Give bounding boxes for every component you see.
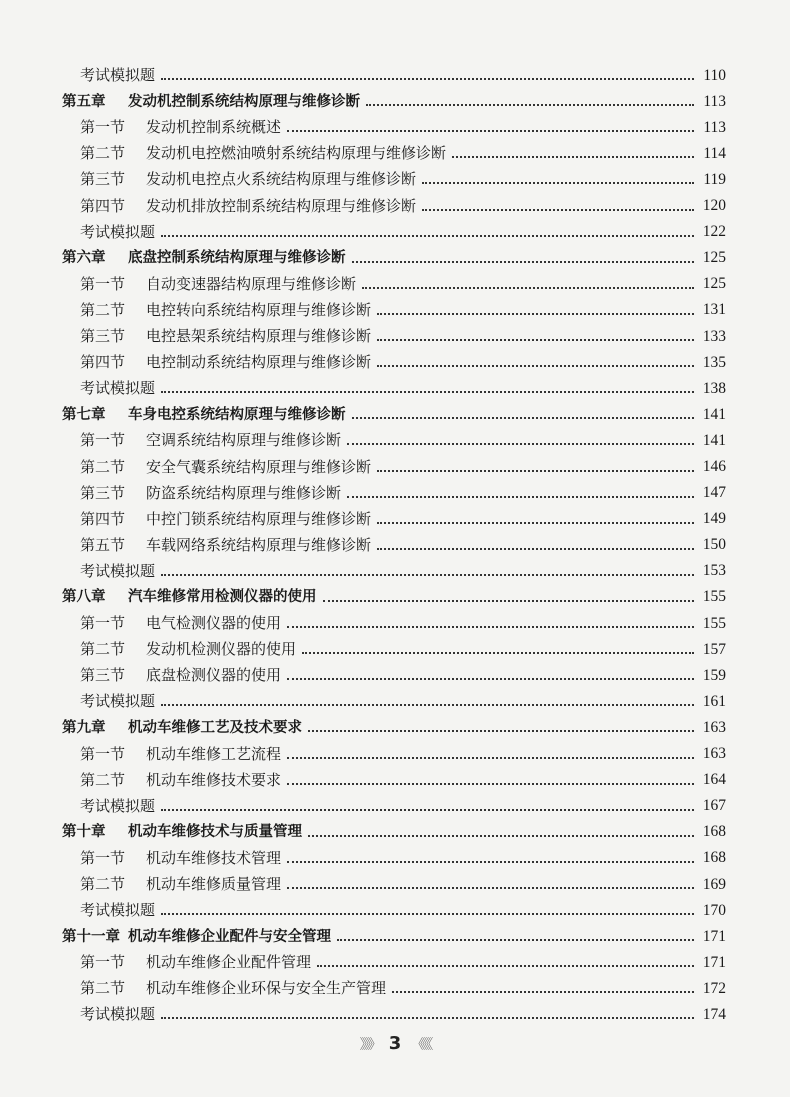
section-number: 第五节: [80, 535, 126, 554]
entry-title: 考试模拟题: [80, 379, 156, 398]
dot-leader: [161, 574, 694, 576]
entry-title: 机动车维修企业配件管理: [146, 953, 312, 972]
entry-title: 电气检测仪器的使用: [146, 614, 282, 633]
dot-leader: [161, 78, 694, 80]
entry-title: 考试模拟题: [80, 692, 156, 711]
section-number: 第一节: [80, 744, 126, 763]
entry-title: 机动车维修企业配件与安全管理: [128, 928, 331, 945]
dot-leader: [347, 443, 694, 445]
page-reference: 171: [702, 927, 726, 945]
section-number: 第三节: [80, 483, 126, 502]
toc-section-entry[interactable]: [62, 631, 726, 657]
dot-leader: [287, 861, 694, 863]
dot-leader: [452, 156, 694, 158]
toc-exam-entry[interactable]: [62, 370, 726, 396]
dot-leader: [377, 522, 694, 524]
dot-leader: [287, 678, 694, 680]
entry-title: 发动机检测仪器的使用: [146, 640, 297, 659]
page-reference: 150: [702, 536, 726, 554]
page-reference: 153: [702, 562, 726, 580]
toc-chapter-entry[interactable]: [62, 814, 726, 840]
dot-leader: [161, 913, 694, 915]
entry-title: 电控制动系统结构原理与维修诊断: [146, 353, 372, 372]
entry-title: 考试模拟题: [80, 66, 156, 85]
page-reference: 168: [702, 849, 726, 867]
section-number: 第一节: [80, 614, 126, 633]
entry-title: 机动车维修质量管理: [146, 875, 282, 893]
page-reference: 163: [702, 745, 726, 763]
page-reference: 163: [702, 718, 726, 736]
section-number: 第四节: [80, 509, 126, 528]
chapter-number: 第十一章: [62, 928, 120, 945]
dot-leader: [287, 626, 694, 628]
page-reference: 169: [702, 875, 726, 893]
toc-chapter-entry[interactable]: [62, 918, 726, 944]
section-number: 第二节: [80, 144, 126, 163]
dot-leader: [366, 104, 694, 106]
toc-section-entry[interactable]: [62, 109, 726, 135]
dot-leader: [287, 757, 694, 759]
entry-title: 底盘控制系统结构原理与维修诊断: [128, 250, 346, 267]
toc-exam-entry[interactable]: [62, 214, 726, 240]
chapter-number: 第十章: [62, 824, 106, 841]
page-reference: 155: [702, 614, 726, 632]
toc-section-entry[interactable]: [62, 266, 726, 292]
toc-section-entry[interactable]: [62, 501, 726, 527]
toc-section-entry[interactable]: [62, 135, 726, 161]
entry-title: 车载网络系统结构原理与维修诊断: [146, 535, 372, 554]
dot-leader: [161, 704, 694, 706]
toc-section-entry[interactable]: [62, 657, 726, 683]
page-reference: 157: [702, 640, 726, 658]
page-reference: 164: [702, 771, 726, 789]
toc-section-entry[interactable]: [62, 527, 726, 553]
toc-exam-entry[interactable]: [62, 683, 726, 709]
section-number: 第二节: [80, 770, 126, 789]
section-number: 第三节: [80, 327, 126, 346]
entry-title: 自动变速器结构原理与维修诊断: [146, 274, 357, 293]
entry-title: 空调系统结构原理与维修诊断: [146, 431, 342, 450]
dot-leader: [323, 600, 695, 602]
toc-section-entry[interactable]: [62, 318, 726, 344]
page-reference: 141: [702, 405, 726, 423]
page-reference: 125: [702, 275, 726, 293]
page-reference: 146: [702, 458, 726, 475]
entry-title: 发动机排放控制系统结构原理与维修诊断: [146, 196, 417, 215]
entry-title: 中控门锁系统结构原理与维修诊断: [146, 509, 372, 528]
page-reference: 170: [702, 901, 726, 919]
page-reference: 110: [703, 66, 726, 84]
entry-title: 车身电控系统结构原理与维修诊断: [128, 406, 346, 423]
page-reference: 125: [702, 249, 726, 267]
entry-title: 发动机控制系统概述: [146, 118, 282, 137]
toc-section-entry[interactable]: [62, 605, 726, 631]
section-number: 第二节: [80, 875, 126, 893]
page-reference: 161: [702, 692, 726, 710]
section-number: 第四节: [80, 196, 126, 215]
right-chevrons-decoration: 《《《: [411, 1036, 431, 1053]
entry-title: 安全气囊系统结构原理与维修诊断: [146, 457, 372, 476]
page-reference: 135: [702, 353, 726, 371]
toc-exam-entry[interactable]: [62, 57, 726, 83]
dot-leader: [352, 417, 695, 419]
dot-leader: [377, 365, 694, 367]
page-reference: 138: [702, 379, 726, 397]
dot-leader: [422, 209, 694, 211]
toc-chapter-entry[interactable]: [62, 83, 726, 109]
entry-title: 考试模拟题: [80, 1005, 156, 1024]
toc-section-entry[interactable]: [62, 187, 726, 213]
left-chevrons-decoration: 》》》: [359, 1036, 379, 1053]
page-reference: 120: [702, 197, 726, 215]
entry-title: 考试模拟题: [80, 222, 156, 241]
section-number: 第一节: [80, 274, 126, 293]
toc-chapter-entry[interactable]: [62, 579, 726, 605]
page-reference: 113: [703, 118, 726, 136]
dot-leader: [308, 835, 694, 837]
section-number: 第一节: [80, 431, 126, 450]
dot-leader: [287, 130, 694, 132]
chapter-number: 第五章: [62, 93, 106, 110]
toc-section-entry[interactable]: [62, 475, 726, 501]
dot-leader: [377, 313, 694, 315]
toc-exam-entry[interactable]: [62, 892, 726, 918]
chapter-number: 第八章: [62, 589, 106, 606]
toc-exam-entry[interactable]: [62, 996, 726, 1022]
entry-title: 机动车维修企业环保与安全生产管理: [146, 979, 387, 998]
section-number: 第三节: [80, 170, 126, 189]
section-number: 第一节: [80, 953, 126, 972]
entry-title: 机动车维修工艺流程: [146, 744, 282, 763]
chapter-number: 第六章: [62, 250, 106, 267]
page-reference: 119: [703, 170, 726, 188]
entry-title: 机动车维修技术要求: [146, 770, 282, 789]
dot-leader: [302, 652, 694, 654]
page-footer: [0, 1033, 790, 1054]
entry-title: 考试模拟题: [80, 901, 156, 920]
entry-title: 防盗系统结构原理与维修诊断: [146, 483, 342, 502]
entry-title: 考试模拟题: [80, 796, 156, 815]
chapter-number: 第七章: [62, 406, 106, 423]
dot-leader: [287, 783, 694, 785]
page-reference: 159: [702, 666, 726, 684]
toc-section-entry[interactable]: [62, 448, 726, 474]
toc-section-entry[interactable]: [62, 422, 726, 448]
page-reference: 141: [702, 431, 726, 449]
page-reference: 171: [702, 953, 726, 971]
dot-leader: [377, 339, 694, 341]
dot-leader: [422, 182, 694, 184]
dot-leader: [308, 730, 694, 732]
dot-leader: [392, 991, 694, 993]
toc-section-entry[interactable]: [62, 840, 726, 866]
dot-leader: [377, 470, 694, 472]
toc-chapter-entry[interactable]: [62, 396, 726, 422]
section-number: 第四节: [80, 353, 126, 372]
page-number: 3: [388, 1033, 402, 1054]
toc-section-entry[interactable]: [62, 970, 726, 996]
chapter-number: 第九章: [62, 719, 106, 736]
toc-section-entry[interactable]: [62, 735, 726, 761]
entry-title: 机动车维修技术管理: [146, 848, 282, 867]
page-reference: 174: [702, 1005, 726, 1023]
toc-section-entry[interactable]: [62, 762, 726, 788]
page-reference: 172: [702, 979, 726, 997]
table-of-contents: [62, 57, 726, 1022]
entry-title: 机动车维修工艺及技术要求: [128, 719, 302, 736]
entry-title: 汽车维修常用检测仪器的使用: [128, 589, 317, 606]
page-reference: 131: [702, 301, 726, 319]
page-reference: 168: [702, 823, 726, 841]
dot-leader: [287, 887, 694, 889]
section-number: 第二节: [80, 457, 126, 476]
page-reference: 113: [703, 92, 726, 110]
toc-chapter-entry[interactable]: [62, 709, 726, 735]
entry-title: 底盘检测仪器的使用: [146, 666, 282, 685]
dot-leader: [352, 261, 695, 263]
toc-chapter-entry[interactable]: [62, 240, 726, 266]
page-reference: 147: [702, 484, 726, 502]
section-number: 第三节: [80, 666, 126, 685]
dot-leader: [377, 548, 694, 550]
dot-leader: [362, 287, 694, 289]
toc-section-entry[interactable]: [62, 292, 726, 318]
dot-leader: [161, 1017, 694, 1019]
page-reference: 122: [702, 223, 726, 241]
page-reference: 149: [702, 510, 726, 528]
toc-section-entry[interactable]: [62, 344, 726, 370]
entry-title: 发动机电控点火系统结构原理与维修诊断: [146, 170, 417, 189]
section-number: 第一节: [80, 848, 126, 867]
toc-section-entry[interactable]: [62, 944, 726, 970]
section-number: 第一节: [80, 118, 126, 137]
section-number: 第二节: [80, 640, 126, 659]
toc-exam-entry[interactable]: [62, 553, 726, 579]
dot-leader: [337, 939, 694, 941]
toc-section-entry[interactable]: [62, 866, 726, 892]
toc-exam-entry[interactable]: [62, 788, 726, 814]
page-reference: 114: [703, 144, 726, 162]
page-reference: 133: [702, 327, 726, 345]
entry-title: 电控悬架系统结构原理与维修诊断: [146, 327, 372, 346]
entry-title: 考试模拟题: [80, 561, 156, 580]
entry-title: 发动机控制系统结构原理与维修诊断: [128, 93, 360, 110]
dot-leader: [347, 496, 694, 498]
dot-leader: [317, 965, 694, 967]
entry-title: 电控转向系统结构原理与维修诊断: [146, 300, 372, 319]
section-number: 第二节: [80, 979, 126, 998]
dot-leader: [161, 391, 694, 393]
dot-leader: [161, 809, 694, 811]
entry-title: 发动机电控燃油喷射系统结构原理与维修诊断: [146, 144, 447, 163]
page-reference: 155: [702, 588, 726, 606]
page-reference: 167: [702, 797, 726, 815]
section-number: 第二节: [80, 300, 126, 319]
entry-title: 机动车维修技术与质量管理: [128, 824, 302, 841]
dot-leader: [161, 235, 694, 237]
toc-section-entry[interactable]: [62, 161, 726, 187]
